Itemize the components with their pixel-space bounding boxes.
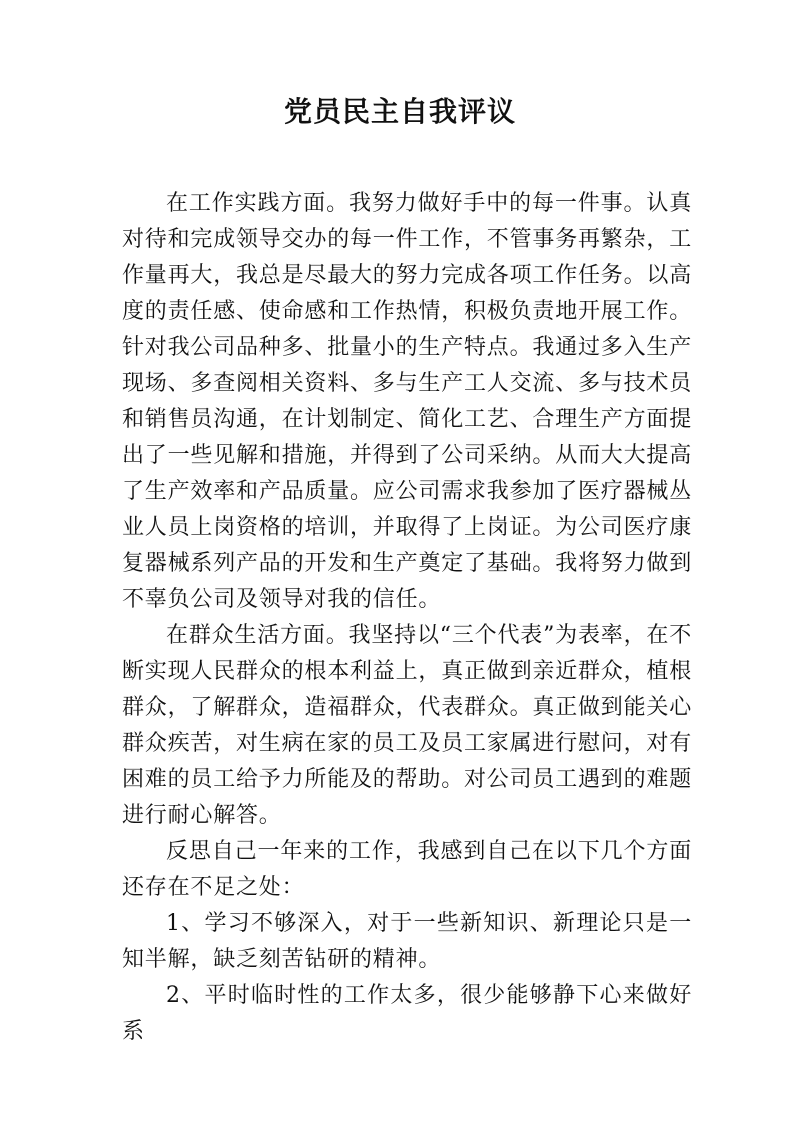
document-title: 党员民主自我评议	[283, 95, 516, 128]
paragraph-reflection: 反思自己一年来的工作，我感到自己在以下几个方面还存在不足之处：	[122, 839, 692, 900]
document-body	[122, 186, 692, 1050]
paragraph-work-practice: 在工作实践方面。我努力做好手中的每一件事。认真对待和完成领导交办的每一件工作，不管事务再繁杂，工作量再大，我总是尽最大的努力完成各项工作任务。以高度的责任感、使命感和工作热情，积极负责地开展工作。针对我公司品种多、批量小的生产特点。我通过多入生产现场、多查阅相关资料、多与生产工人交流、多与技术员和销售员沟通，在计划制定、简化工艺、合理生产方面提出了一些见解和措施，并得到了公司采纳。从而大大提高了生产效率和产品质量。应公司需求我参加了医疗器械丛业人员上岗资格的培训，并取得了上岗证。为公司医疗康复器械系列产品的开发和生产奠定了基础。我将努力做到不辜负公司及领导对我的信任。	[122, 191, 693, 612]
paragraph-shortcoming-2: 2、平时临时性的工作太多，很少能够静下心来做好系	[122, 983, 692, 1044]
paragraph-shortcoming-1: 1、学习不够深入，对于一些新知识、新理论只是一知半解，缺乏刻苦钻研的精神。	[122, 911, 692, 972]
paragraph-mass-life: 在群众生活方面。我坚持以“三个代表”为表率，在不断实现人民群众的根本利益上，真正做到亲近群众，植根群众，了解群众，造福群众，代表群众。真正做到能关心群众疾苦，对生病在家的员工及员工家属进行慰问，对有困难的员工给予力所能及的帮助。对公司员工遇到的难题进行耐心解答。	[122, 623, 693, 828]
